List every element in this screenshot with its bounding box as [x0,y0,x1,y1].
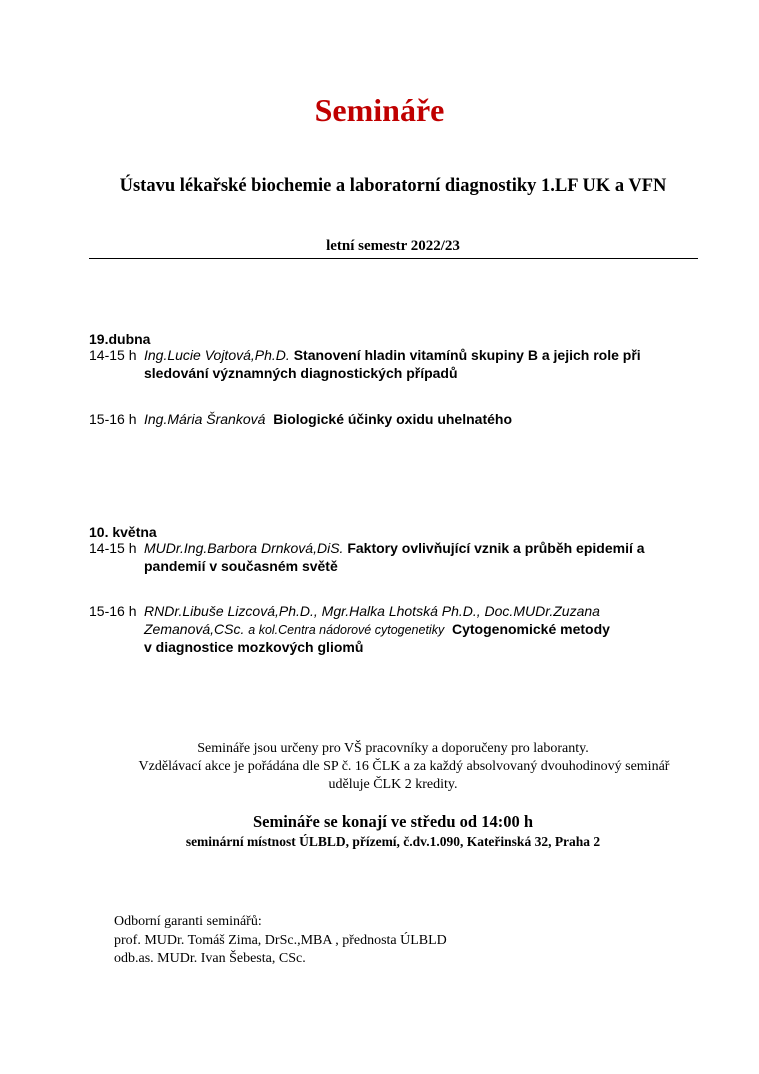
talk-topic-continued: sledování významných diagnostických případů [144,364,458,381]
talk-entry-3 [89,540,689,575]
talk-body [144,540,689,558]
schedule-time: Semináře se konají ve středu od 14:00 h [252,812,534,831]
talk-speaker: Ing.Lucie Vojtová,Ph.D. [144,347,290,363]
talk-time: 14-15 h [89,347,137,363]
talk-topic: Faktory ovlivňující vznik a průběh epidemií a [347,540,645,556]
info-line-credits: uděluje ČLK 2 kredity. [328,777,458,792]
talk-time: 15-16 h [89,411,137,427]
talk-topic: Stanovení hladin vitamínů skupiny B a jejich role při [293,347,641,363]
page-title: Semináře [314,92,445,128]
talk-time: 14-15 h [89,540,137,556]
info-line-accreditation: Vzdělávací akce je pořádána dle SP č. 16 ČLK a za každý absolvovaný dvouhodinový seminář [138,759,670,774]
talk-entry-1 [89,347,689,382]
guarantor-person: prof. MUDr. Tomáš Zima, DrSc.,MBA , přednosta ÚLBLD [114,932,447,948]
talk-topic-continued: pandemií v současném světě [144,557,338,574]
talk-body [144,411,689,429]
guarantors-heading: Odborní garanti seminářů: [114,914,262,929]
talk-body [144,347,689,365]
guarantors-block [114,913,447,969]
talk-topic: Cytogenomické metody [452,620,610,637]
talk-speakers: RNDr.Libuše Lizcová,Ph.D., Mgr.Halka Lhotská Ph.D., Doc.MUDr.Zuzana [144,603,600,619]
header-divider [89,258,698,259]
talk-speaker: Zemanová,CSc. [144,620,245,637]
talk-speaker: Ing.Mária Šranková [144,411,266,427]
talk-entry-4 [89,603,709,657]
talk-speaker: MUDr.Ing.Barbora Drnková,DiS. [144,540,344,556]
talk-entry-2 [89,411,689,429]
session-date-1: 19.dubna [89,331,151,347]
schedule-location: seminární místnost ÚLBLD, přízemí, č.dv.1.090, Kateřinská 32, Praha 2 [185,834,601,849]
talk-topic: Biologické účinky oxidu uhelnatého [273,411,513,427]
semester-label: letní semestr 2022/23 [326,238,460,254]
session-date-2: 10. května [89,524,157,540]
guarantor-person: odb.as. MUDr. Ivan Šebesta, CSc. [114,951,306,966]
talk-organization: a kol.Centra nádorové cytogenetiky [248,622,445,637]
talk-time: 15-16 h [89,603,137,619]
seminar-info [0,740,759,794]
institute-subtitle: Ústavu lékařské biochemie a laboratorní diagnostiky 1.LF UK a VFN [119,176,667,196]
talk-topic-continued: v diagnostice mozkových gliomů [144,639,364,655]
info-line-audience: Semináře jsou určeny pro VŠ pracovníky a doporučeny pro laboranty. [197,741,589,756]
talk-body-continued [144,621,709,640]
